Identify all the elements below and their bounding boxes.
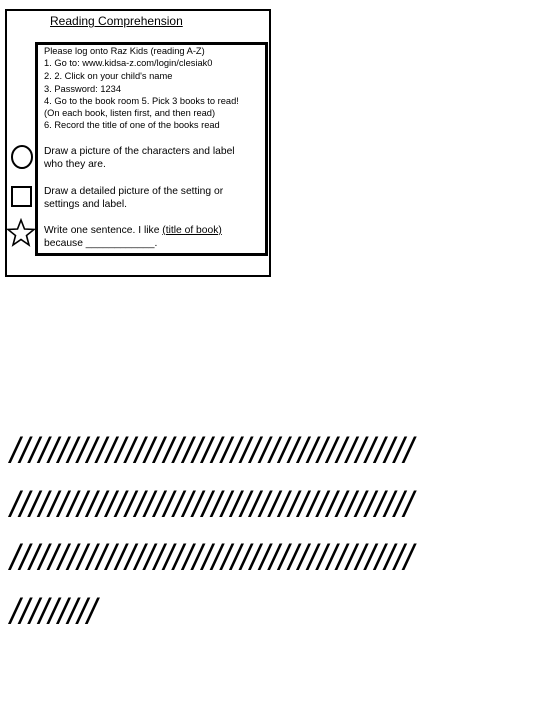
sentence-prefix: Write one sentence. I like	[44, 225, 163, 236]
star-icon	[6, 218, 36, 248]
task-setting-line: settings and label.	[44, 199, 128, 210]
instruction-line: (On each book, listen first, and then read)	[44, 108, 216, 118]
slash-line: //////////////////////////////////////////	[10, 430, 414, 471]
instruction-line: 6. Record the title of one of the books read	[44, 120, 220, 130]
task-sentence-line	[44, 224, 222, 237]
circle-icon	[10, 144, 34, 170]
instruction-line: 4. Go to the book room 5. Pick 3 books to read!	[44, 96, 239, 106]
slash-line: /////////	[10, 590, 97, 632]
task-sentence-line: because ____________.	[44, 238, 158, 249]
instruction-line: 1. Go to: www.kidsa-z.com/login/clesiak0	[44, 58, 213, 68]
worksheet-title: Reading Comprehension	[50, 14, 183, 28]
task-setting-line: Draw a detailed picture of the setting or	[44, 186, 224, 197]
slash-line: //////////////////////////////////////////	[10, 483, 414, 525]
task-characters-line: Draw a picture of the characters and label	[44, 146, 235, 157]
title-of-book-placeholder: (title of book)	[162, 225, 222, 236]
instruction-line: 3. Password: 1234	[44, 84, 122, 94]
response-lines	[10, 424, 413, 638]
instruction-line: 2. 2. Click on your child's name	[44, 71, 173, 81]
task-characters-line: who they are.	[44, 159, 106, 170]
instruction-line: Please log onto Raz Kids (reading A-Z)	[44, 46, 205, 56]
slash-line: //////////////////////////////////////////	[10, 537, 414, 578]
square-icon	[10, 185, 34, 209]
